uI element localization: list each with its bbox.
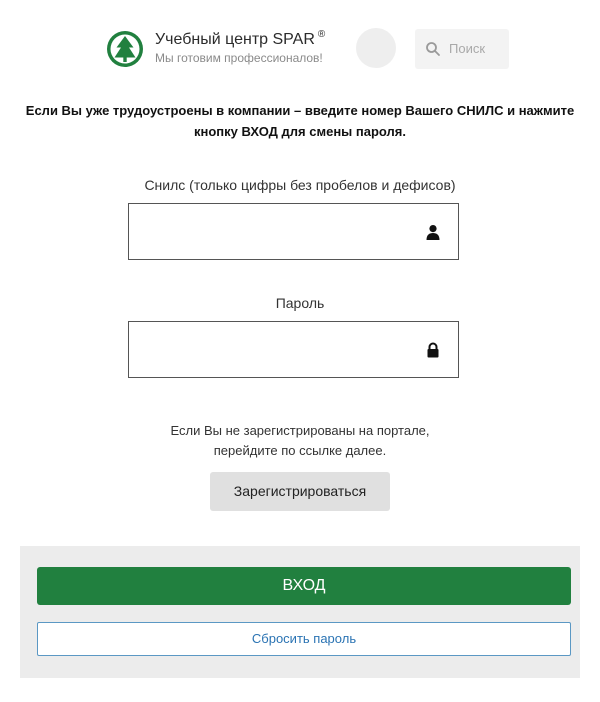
snils-field[interactable] [128, 203, 459, 260]
actions-panel [20, 546, 580, 678]
login-button[interactable]: ВХОД [37, 567, 571, 605]
register-button[interactable]: Зарегистрироваться [210, 472, 390, 511]
avatar[interactable] [356, 28, 396, 68]
notice-line-1: Если Вы не зарегистрированы на портале, [170, 423, 430, 438]
intro-text [10, 100, 590, 142]
notice-line-2: перейдите по ссылке далее. [213, 443, 387, 458]
spar-logo-icon[interactable] [106, 30, 144, 68]
intro-line-2: кнопку ВХОД для смены пароля. [194, 124, 406, 139]
header [0, 0, 600, 100]
lock-icon [425, 342, 441, 358]
brand-title[interactable]: Учебный центр SPAR ® [155, 29, 326, 48]
search-icon [425, 41, 441, 57]
password-field[interactable] [128, 321, 459, 378]
reset-password-button[interactable]: Сбросить пароль [37, 622, 571, 656]
brand-subtitle: Мы готовим профессионалов! [155, 51, 323, 65]
snils-label: Снилс (только цифры без пробелов и дефисов) [144, 177, 456, 193]
intro-line-1: Если Вы уже трудоустроены в компании – введите номер Вашего СНИЛС и нажмите [25, 103, 575, 118]
password-label: Пароль [275, 295, 325, 311]
snils-input[interactable] [139, 214, 413, 250]
password-input[interactable] [139, 332, 413, 368]
user-icon [425, 224, 441, 240]
registered-mark: ® [317, 29, 326, 40]
search-box[interactable] [415, 29, 509, 69]
search-placeholder: Поиск [449, 41, 486, 56]
registration-notice [0, 421, 600, 461]
